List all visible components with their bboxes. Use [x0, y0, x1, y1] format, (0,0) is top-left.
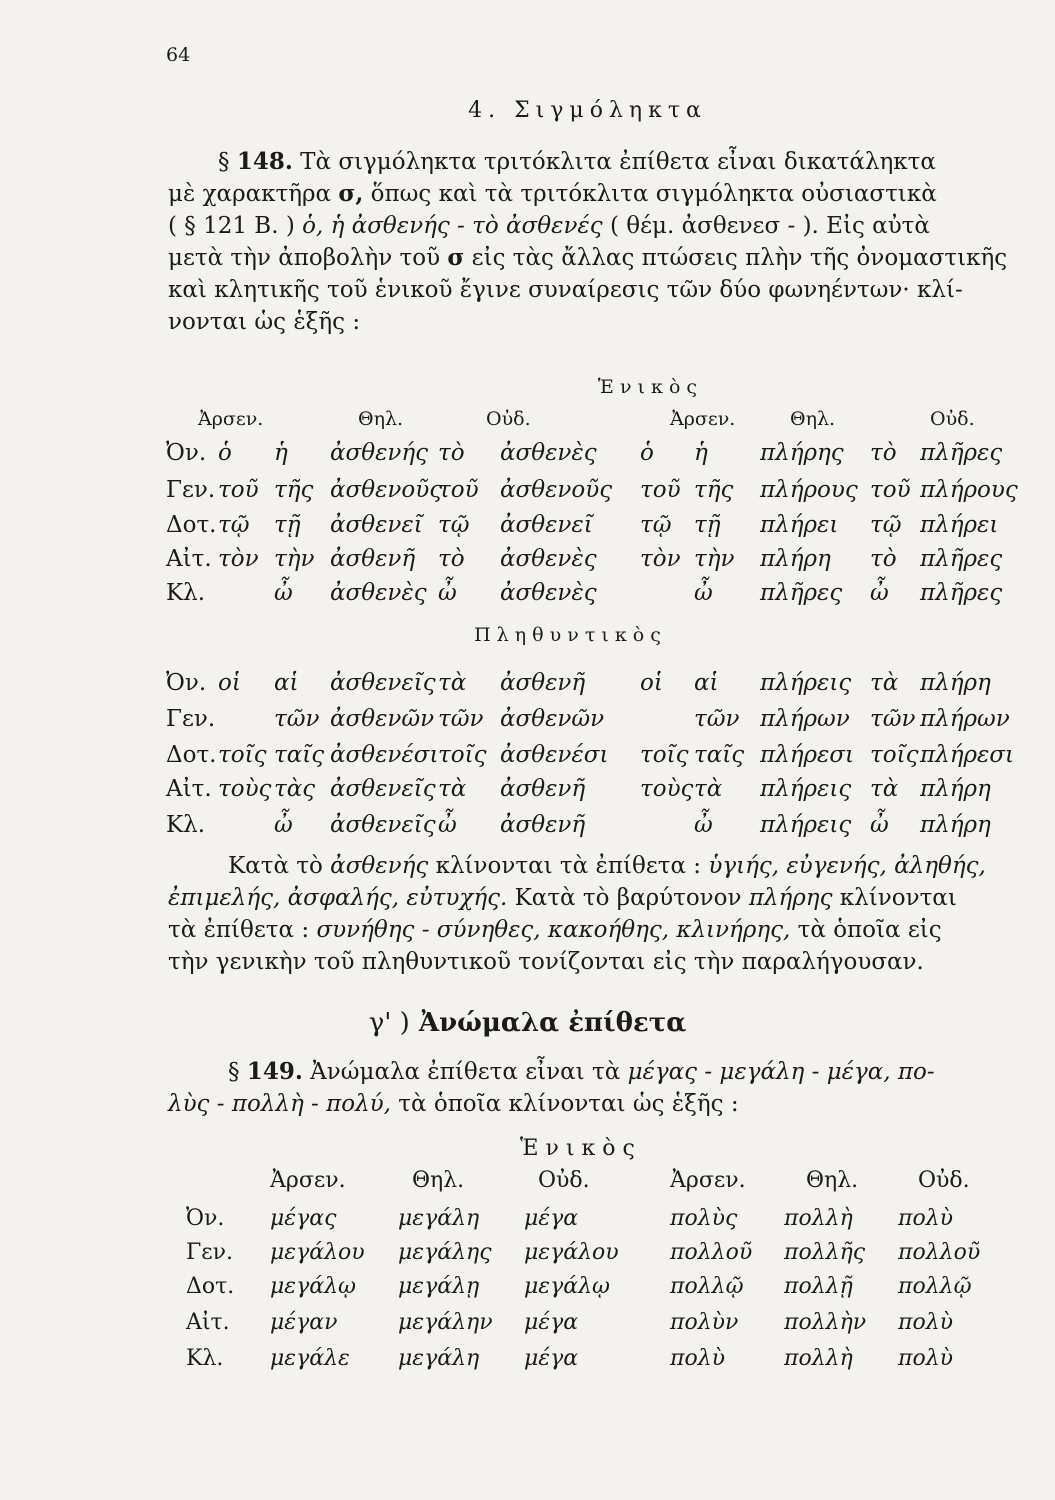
declension-form: ἀσθενὲς: [500, 546, 597, 572]
declension-form-2: μεγάλῳ: [524, 1274, 610, 1299]
declension-form-2: μέγα: [524, 1346, 579, 1371]
declension-form: πλῆρες: [760, 580, 843, 606]
declension-form: τῷ: [640, 512, 672, 538]
declension-form: ἀσθενής: [330, 440, 429, 466]
declension-form-2: πολλῆς: [784, 1240, 866, 1265]
declension-form: πλήρεις: [760, 776, 852, 802]
declension-form: τὸ: [870, 546, 897, 572]
declension-form-2: μεγάλου: [270, 1240, 365, 1265]
declension-form: ἀσθενεῖς: [330, 776, 436, 802]
declension-form: τὰ: [870, 670, 899, 696]
declension-form: τῇ: [694, 512, 721, 538]
section-symbol-2: §: [228, 1059, 240, 1085]
declension-form: τὸν: [640, 546, 681, 572]
declension-form: ἀσθενεῖς: [330, 670, 436, 696]
declension-form: ἀσθενῆ: [500, 670, 586, 696]
subchapter-title: [0, 1008, 1055, 1038]
case-label: Γεν.: [166, 477, 216, 503]
declension-form: τῇ: [274, 512, 301, 538]
declension-form: τῷ: [870, 512, 902, 538]
section-title: 4. Σιγμόληκτα: [468, 98, 707, 123]
declension-form: ἀσθενὲς: [330, 580, 427, 606]
after-text-2a: Κατὰ τὸ βαρύτονον: [514, 885, 742, 911]
p148-text-4a: μετὰ τὴν ἀποβολὴν τοῦ: [168, 245, 441, 271]
declension-form-2: μεγάλη: [398, 1206, 480, 1231]
declension-form: ὦ: [870, 812, 889, 838]
declension-form: τῶν: [274, 706, 320, 732]
p148-line-6: νονται ὡς ἑξῆς :: [168, 309, 361, 335]
declension-form: πλήρει: [760, 512, 839, 538]
after-line-4: τὴν γενικὴν τοῦ πληθυντικοῦ τονίζονται εἰς τὴν παραλήγουσαν.: [168, 949, 924, 975]
p149-text-1-italic: μέγας - μεγάλη - μέγα, πο-: [627, 1059, 935, 1085]
declension-form: πλῆρες: [920, 546, 1003, 572]
singular-title-2: Ἑ ν ι κ ὸ ς: [520, 1136, 635, 1161]
declension-form: πλήρης: [760, 440, 844, 466]
case-label: Ὀν.: [166, 670, 207, 696]
p149-text-2-italic: λὺς - πολλὴ - πολύ,: [168, 1091, 391, 1117]
p148-text-3-italic: ὁ, ἡ ἀσθενής - τὸ ἀσθενές: [302, 213, 603, 239]
after-text-3a: τὰ ἐπίθετα :: [168, 917, 310, 943]
declension-form: τὴν: [694, 546, 735, 572]
declension-form: τὰ: [694, 776, 723, 802]
p148-text-4b: εἰς τὰς ἄλλας πτώσεις πλὴν τῆς ὀνομαστικῆς: [471, 245, 1008, 271]
declension-form-2: πολὺς: [670, 1206, 738, 1231]
after-text-3b: τὰ ὁποῖα εἰς: [797, 917, 942, 943]
after-text-3-italic: συνήθης - σύνηθες, κακοήθης, κλινήρης,: [316, 917, 791, 943]
section-symbol: §: [218, 149, 230, 175]
declension-form: αἱ: [274, 670, 299, 696]
column-header: Θηλ.: [358, 408, 404, 430]
declension-form: πλῆρες: [920, 580, 1003, 606]
p149-text-1a: Ἀνώμαλα ἐπίθετα εἶναι τὰ: [310, 1059, 621, 1085]
declension-form-2: μεγάλε: [270, 1346, 350, 1371]
declension-form: οἱ: [218, 670, 241, 696]
declension-form: ἀσθενῶν: [500, 706, 605, 732]
declension-form: τοὺς: [640, 776, 694, 802]
declension-form-2: μέγα: [524, 1310, 579, 1335]
case-label: Ὀν.: [166, 440, 207, 466]
declension-form: τὸ: [438, 546, 465, 572]
column-header-2: Οὐδ.: [538, 1168, 590, 1193]
declension-form: ἀσθενῆ: [330, 546, 416, 572]
declension-form: ὦ: [274, 812, 293, 838]
declension-form-2: πολλὴ: [784, 1206, 853, 1231]
paragraph-after-table: [168, 850, 1013, 978]
column-header-2: Ἀρσεν.: [670, 1168, 746, 1193]
sigma-letter: σ,: [338, 180, 364, 207]
declension-form-2: πολὺ: [670, 1346, 726, 1371]
declension-form-2: μεγάλη: [398, 1346, 480, 1371]
declension-form: ἀσθενὲς: [500, 440, 597, 466]
declension-form: ὁ: [640, 440, 654, 466]
declension-form: τῶν: [438, 706, 484, 732]
plural-title: Π λ η θ υ ν τ ι κ ὸ ς: [474, 624, 661, 646]
declension-form: πλήρεις: [760, 670, 852, 696]
declension-form: ἀσθενέσι: [330, 742, 439, 768]
case-label: Γεν.: [166, 706, 216, 732]
declension-form: τοῦ: [438, 477, 479, 503]
paragraph-149: [168, 1056, 1013, 1120]
paragraph-number-2: 149.: [246, 1058, 303, 1085]
declension-form: πλήρεσι: [920, 742, 1015, 768]
declension-form: τοῦ: [870, 477, 911, 503]
declension-form: τὸ: [438, 440, 465, 466]
declension-form: ὦ: [694, 812, 713, 838]
declension-form-2: πολλοῦ: [670, 1240, 753, 1265]
p148-text-1: Τὰ σιγμόληκτα τριτόκλιτα ἐπίθετα εἶναι δικατάληκτα: [300, 149, 936, 175]
declension-form: πλήρεσι: [760, 742, 855, 768]
case-label: Δοτ.: [166, 512, 217, 538]
declension-form: πλήρη: [760, 546, 831, 572]
p148-line-2: [168, 178, 1013, 210]
case-label-2: Κλ.: [186, 1346, 224, 1371]
after-line-2: [168, 882, 1013, 914]
after-text-1a: Κατὰ τὸ: [228, 853, 323, 879]
declension-form: τοῖς: [640, 742, 689, 768]
p148-text-3b: ( θέμ. ἀσθενεσ - ). Εἰς αὐτὰ: [609, 213, 930, 239]
declension-form: τῆς: [694, 477, 734, 503]
declension-form-2: πολλοῦ: [898, 1240, 981, 1265]
column-header-2: Ἀρσεν.: [270, 1168, 346, 1193]
declension-form: οἱ: [640, 670, 663, 696]
declension-form: τὸ: [870, 440, 897, 466]
declension-form: ὁ: [218, 440, 232, 466]
declension-form-2: μεγάλῃ: [398, 1274, 480, 1299]
declension-form: τοῖς: [870, 742, 919, 768]
declension-form: ἀσθενὲς: [500, 580, 597, 606]
after-text-2-italic: ἐπιμελής, ἀσφαλής, εὐτυχής.: [168, 885, 508, 911]
declension-form: πλήρους: [920, 477, 1018, 503]
declension-form: τῷ: [438, 512, 470, 538]
declension-form: ἀσθενεῖ: [500, 512, 593, 538]
declension-form-2: πολὺ: [898, 1346, 954, 1371]
declension-form-2: πολλῷ: [670, 1274, 744, 1299]
after-text-1-italic-2: ὑγιής, εὐγενής, ἀληθής,: [708, 853, 986, 879]
declension-form: πλήρει: [920, 512, 999, 538]
declension-form: πλήρων: [920, 706, 1010, 732]
column-header: Ἀρσεν.: [670, 408, 736, 430]
declension-form: πλήρεις: [760, 812, 852, 838]
declension-form: πλῆρες: [920, 440, 1003, 466]
declension-form: τῆς: [274, 477, 314, 503]
declension-form: τοῖς: [438, 742, 487, 768]
declension-form-2: πολὺ: [898, 1310, 954, 1335]
page-number: 64: [166, 44, 191, 66]
p148-line-5: καὶ κλητικῆς τοῦ ἑνικοῦ ἔγινε συναίρεσις τῶν δύο φωνηέντων· κλί-: [168, 277, 963, 303]
declension-form: τὰ: [438, 776, 467, 802]
case-label: Δοτ.: [166, 742, 217, 768]
declension-form: ὦ: [438, 580, 457, 606]
declension-form: τὰς: [274, 776, 316, 802]
p148-text-2b: ὅπως καὶ τὰ τριτόκλιτα σιγμόληκτα οὐσιαστικὰ: [370, 181, 937, 207]
declension-form: ἀσθενέσι: [500, 742, 609, 768]
subchapter-title-text: Ἀνώμαλα ἐπίθετα: [418, 1008, 687, 1038]
column-header-2: Οὐδ.: [918, 1168, 970, 1193]
declension-form: ἀσθενεῖ: [330, 512, 423, 538]
declension-form: ἀσθενῶν: [330, 706, 435, 732]
declension-form: πλήρη: [920, 670, 991, 696]
declension-form: πλήρων: [760, 706, 850, 732]
p148-line-4: [168, 242, 1013, 274]
column-header: Οὐδ.: [930, 408, 975, 430]
after-text-1-italic: ἀσθενής: [330, 853, 429, 879]
declension-form: ἀσθενοῦς: [500, 477, 613, 503]
case-label: Αἰτ.: [166, 546, 212, 572]
declension-form-2: μεγάλου: [524, 1240, 619, 1265]
case-label: Κλ.: [166, 812, 206, 838]
subchapter-letter: γ' ): [368, 1008, 410, 1038]
declension-form-2: μέγα: [524, 1206, 579, 1231]
case-label-2: Δοτ.: [186, 1274, 235, 1299]
declension-form: πλήρη: [920, 812, 991, 838]
declension-form-2: πολὺν: [670, 1310, 739, 1335]
p148-text-2a: μὲ χαρακτῆρα: [168, 181, 332, 207]
declension-form-2: μέγαν: [270, 1310, 338, 1335]
declension-form: τὰ: [438, 670, 467, 696]
declension-form: ἀσθενεῖς: [330, 812, 436, 838]
declension-form-2: πολὺ: [898, 1206, 954, 1231]
case-label-2: Αἰτ.: [186, 1310, 230, 1335]
case-label-2: Ὀν.: [186, 1206, 225, 1231]
column-header-2: Θηλ.: [412, 1168, 465, 1193]
paragraph-148: [168, 146, 1013, 338]
p149-text-2b: τὰ ὁποῖα κλίνονται ὡς ἑξῆς :: [398, 1091, 739, 1117]
after-text-2b: κλίνονται: [839, 885, 957, 911]
declension-form: τὴν: [274, 546, 315, 572]
declension-form-2: πολλὴ: [784, 1346, 853, 1371]
declension-form: ὦ: [694, 580, 713, 606]
declension-form: ταῖς: [274, 742, 325, 768]
sigma-letter-2: σ: [447, 244, 465, 271]
declension-form: τοῦ: [218, 477, 259, 503]
after-text-2-italic-2: πλήρης: [748, 885, 833, 911]
declension-form: τοὺς: [218, 776, 272, 802]
p148-line-1: [168, 146, 1013, 178]
column-header: Οὐδ.: [486, 408, 531, 430]
declension-form: τὸν: [218, 546, 259, 572]
declension-form: αἱ: [694, 670, 719, 696]
column-header: Ἀρσεν.: [198, 408, 264, 430]
p149-line-2: [168, 1088, 1013, 1120]
declension-form: ταῖς: [694, 742, 745, 768]
declension-form: ἡ: [694, 440, 708, 466]
case-label-2: Γεν.: [186, 1240, 234, 1265]
declension-form-2: μεγάλης: [398, 1240, 492, 1265]
after-line-3: [168, 914, 1013, 946]
declension-form-2: μεγάλῳ: [270, 1274, 356, 1299]
paragraph-number: 148.: [236, 148, 293, 175]
declension-form: ὦ: [438, 812, 457, 838]
declension-form-2: μεγάλην: [398, 1310, 493, 1335]
declension-form: ἡ: [274, 440, 288, 466]
declension-form: ἀσθενοῦς: [330, 477, 443, 503]
declension-form-2: πολλῇ: [784, 1274, 853, 1299]
declension-form: ἀσθενῆ: [500, 776, 586, 802]
declension-form: ἀσθενῆ: [500, 812, 586, 838]
case-label: Κλ.: [166, 580, 206, 606]
column-header: Θηλ.: [790, 408, 836, 430]
declension-form: τῶν: [870, 706, 916, 732]
declension-form: τῷ: [218, 512, 250, 538]
declension-form: τοῦ: [640, 477, 681, 503]
declension-form: τοῖς: [218, 742, 267, 768]
p148-line-3: [168, 210, 1013, 242]
p149-line-1: [168, 1056, 1013, 1088]
declension-form: τῶν: [694, 706, 740, 732]
declension-form: πλήρους: [760, 477, 858, 503]
after-text-1b: κλίνονται τὰ ἐπίθετα :: [435, 853, 702, 879]
declension-form-2: πολλὴν: [784, 1310, 867, 1335]
p148-text-3a: ( § 121 Β. ): [168, 213, 295, 239]
declension-form: ὦ: [274, 580, 293, 606]
column-header-2: Θηλ.: [806, 1168, 859, 1193]
declension-form: ὦ: [870, 580, 889, 606]
declension-form: πλήρη: [920, 776, 991, 802]
declension-form-2: μέγας: [270, 1206, 337, 1231]
declension-form: τὰ: [870, 776, 899, 802]
case-label: Αἰτ.: [166, 776, 212, 802]
declension-form-2: πολλῷ: [898, 1274, 972, 1299]
after-line-1: [168, 850, 1013, 882]
singular-title: Ἑ ν ι κ ὸ ς: [597, 376, 698, 398]
